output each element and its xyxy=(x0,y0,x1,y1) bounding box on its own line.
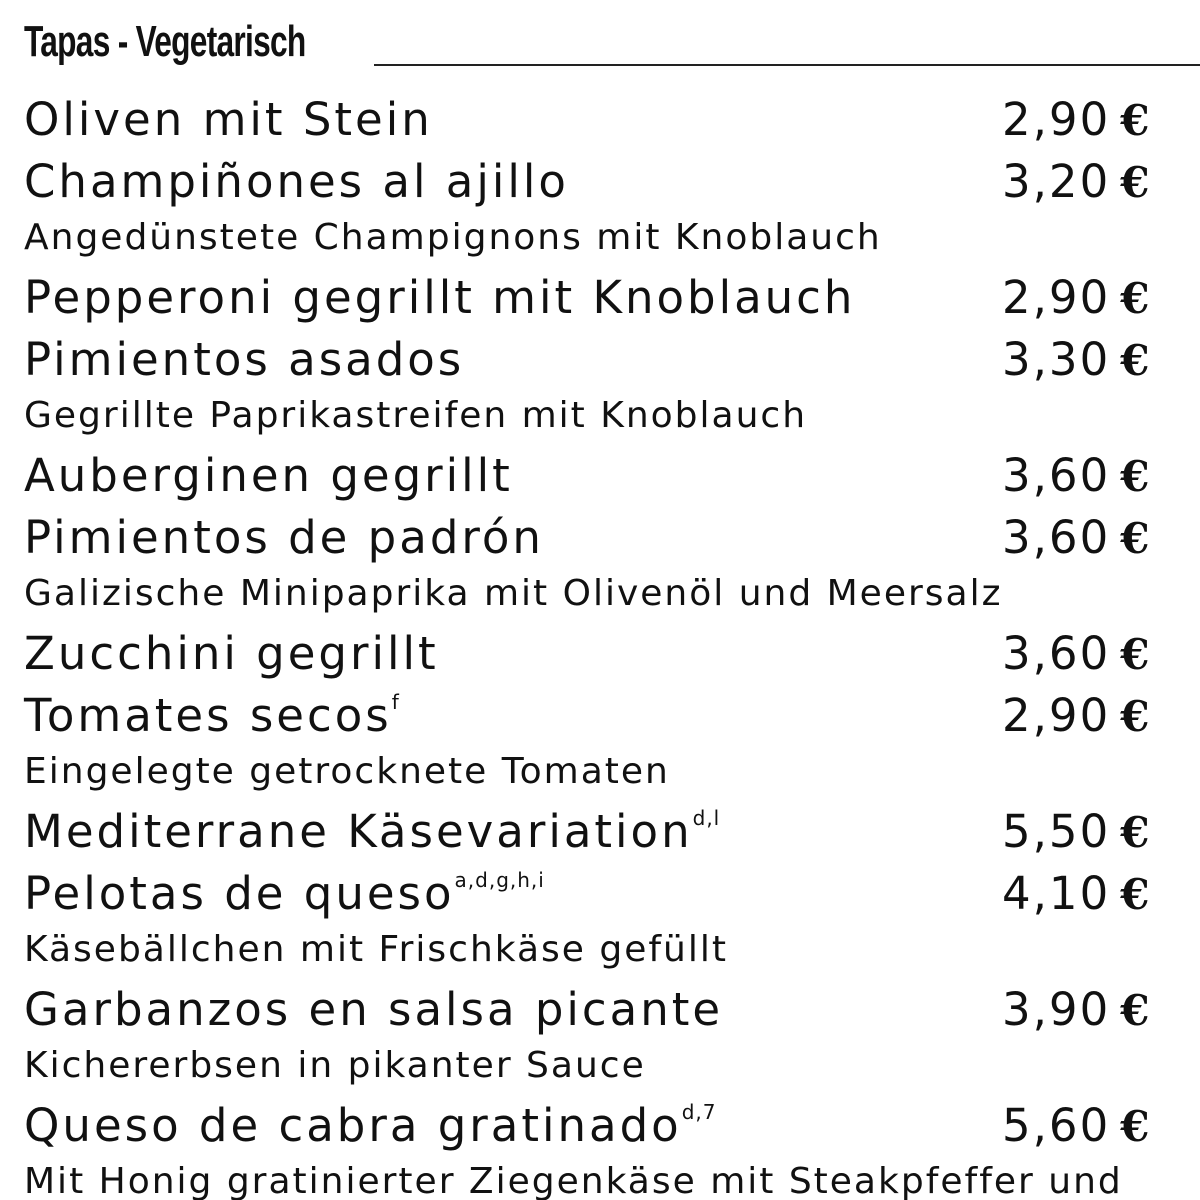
currency-symbol: € xyxy=(1120,1102,1152,1151)
title-underline xyxy=(374,64,1200,66)
item-name xyxy=(24,92,433,148)
price-value: 3,30 xyxy=(1002,333,1111,386)
item-price xyxy=(1002,510,1151,567)
item-name xyxy=(24,270,855,326)
menu-item xyxy=(24,800,1200,862)
price-value: 5,50 xyxy=(1002,805,1111,858)
currency-symbol: € xyxy=(1120,452,1152,501)
price-value: 3,90 xyxy=(1002,983,1111,1036)
currency-symbol: € xyxy=(1120,514,1152,563)
section-heading xyxy=(24,14,1200,72)
item-name-text: Pepperoni gegrillt mit Knoblauch xyxy=(24,271,856,324)
item-name xyxy=(24,332,464,388)
item-description xyxy=(24,1040,1200,1094)
item-name-text: Zucchini gegrillt xyxy=(24,627,439,680)
item-name-text: Pimientos asados xyxy=(24,333,465,386)
item-price xyxy=(1002,154,1151,211)
menu-item xyxy=(24,978,1200,1040)
item-name-text: Tomates secos xyxy=(24,689,392,742)
item-description xyxy=(24,568,1200,622)
price-value: 2,90 xyxy=(1002,93,1111,146)
item-name-text: Pimientos de padrón xyxy=(24,511,544,564)
item-description xyxy=(24,212,1200,266)
item-name-text: Pelotas de queso xyxy=(24,867,455,920)
item-name xyxy=(24,982,723,1038)
item-price xyxy=(1002,804,1151,861)
item-price xyxy=(1002,866,1151,923)
item-name-text: Champiñones al ajillo xyxy=(24,155,569,208)
item-name-text: Garbanzos en salsa picante xyxy=(24,983,724,1036)
allergen-codes: f xyxy=(391,690,400,714)
item-price xyxy=(1002,626,1151,683)
item-description-text: Eingelegte getrocknete Tomaten xyxy=(24,751,670,792)
currency-symbol: € xyxy=(1120,870,1152,919)
price-value: 3,60 xyxy=(1002,627,1111,680)
currency-symbol: € xyxy=(1120,630,1152,679)
price-value: 3,60 xyxy=(1002,511,1111,564)
item-description xyxy=(24,924,1200,978)
menu-item xyxy=(24,684,1200,746)
price-value: 5,60 xyxy=(1002,1099,1111,1152)
item-description-text: Galizische Minipaprika mit Olivenöl und Meersalz xyxy=(24,573,1003,614)
item-name xyxy=(24,688,400,744)
section-title: Tapas - Vegetarisch xyxy=(24,17,306,66)
item-description xyxy=(24,746,1200,800)
currency-symbol: € xyxy=(1120,692,1152,741)
item-price xyxy=(1002,332,1151,389)
allergen-codes: d,l xyxy=(692,806,721,830)
item-description-text: Kichererbsen in pikanter Sauce xyxy=(24,1045,646,1086)
item-name xyxy=(24,1098,716,1154)
currency-symbol: € xyxy=(1120,986,1152,1035)
item-name xyxy=(24,626,439,682)
menu-list xyxy=(24,88,1200,1200)
item-name-text: Auberginen gegrillt xyxy=(24,449,513,502)
menu-item xyxy=(24,266,1200,328)
menu-item xyxy=(24,150,1200,212)
item-price xyxy=(1002,448,1151,505)
item-description-text: Mit Honig gratinierter Ziegenkäse mit Steakpfeffer und xyxy=(24,1161,1123,1200)
currency-symbol: € xyxy=(1120,96,1152,145)
item-description xyxy=(24,1156,1200,1200)
item-price xyxy=(1002,92,1151,149)
item-name-text: Queso de cabra gratinado xyxy=(24,1099,682,1152)
item-name xyxy=(24,866,545,922)
price-value: 4,10 xyxy=(1002,867,1111,920)
item-price xyxy=(1002,270,1151,327)
menu-item xyxy=(24,328,1200,390)
menu-item xyxy=(24,622,1200,684)
menu-item xyxy=(24,1094,1200,1156)
item-description-text: Angedünstete Champignons mit Knoblauch xyxy=(24,217,882,258)
price-value: 3,60 xyxy=(1002,449,1111,502)
menu-item xyxy=(24,444,1200,506)
item-price xyxy=(1002,1098,1151,1155)
currency-symbol: € xyxy=(1120,158,1152,207)
item-description-text: Käsebällchen mit Frischkäse gefüllt xyxy=(24,929,728,970)
price-value: 2,90 xyxy=(1002,271,1111,324)
item-name xyxy=(24,448,513,504)
item-name xyxy=(24,510,544,566)
item-name-text: Oliven mit Stein xyxy=(24,93,433,146)
menu-item xyxy=(24,862,1200,924)
item-price xyxy=(1002,688,1151,745)
currency-symbol: € xyxy=(1120,808,1152,857)
item-name xyxy=(24,804,720,860)
item-description xyxy=(24,390,1200,444)
item-description-text: Gegrillte Paprikastreifen mit Knoblauch xyxy=(24,395,808,436)
allergen-codes: a,d,g,h,i xyxy=(454,868,545,892)
allergen-codes: d,7 xyxy=(681,1100,717,1124)
menu-item xyxy=(24,506,1200,568)
item-price xyxy=(1002,982,1151,1039)
price-value: 2,90 xyxy=(1002,689,1111,742)
menu-item xyxy=(24,88,1200,150)
price-value: 3,20 xyxy=(1002,155,1111,208)
item-name-text: Mediterrane Käsevariation xyxy=(24,805,693,858)
currency-symbol: € xyxy=(1120,274,1152,323)
currency-symbol: € xyxy=(1120,336,1152,385)
item-name xyxy=(24,154,569,210)
